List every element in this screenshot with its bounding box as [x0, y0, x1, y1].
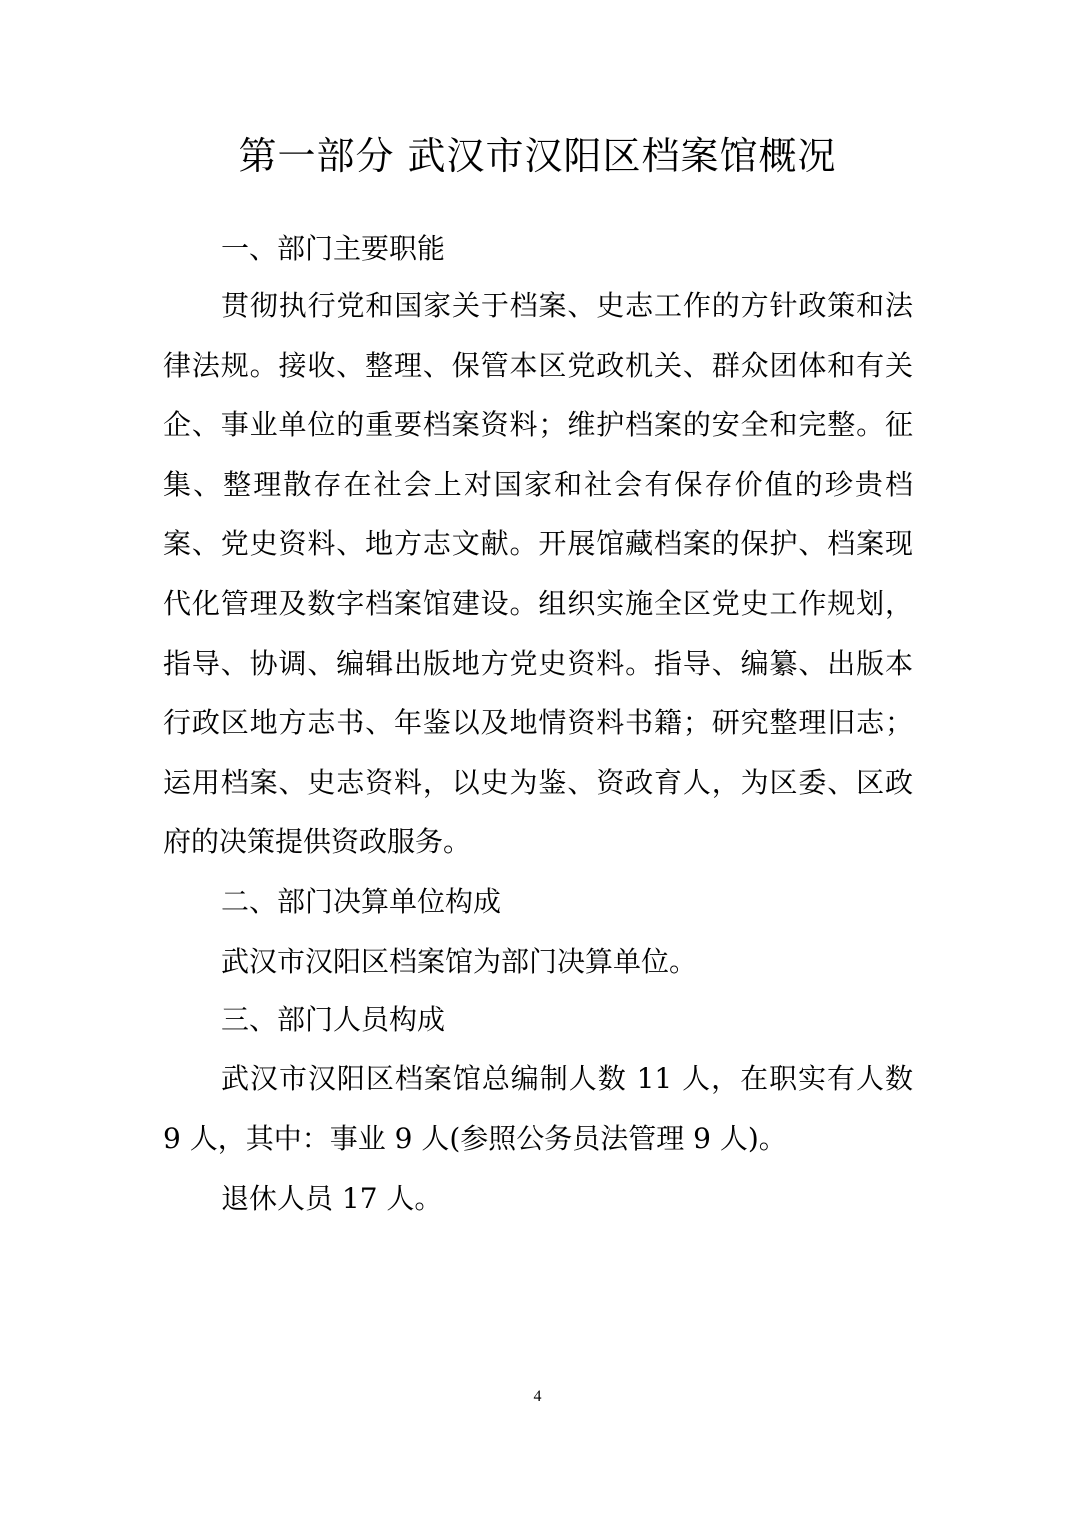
- section-body-retirees: 退休人员 17 人。: [221, 1182, 443, 1215]
- section-heading-functions: 一、部门主要职能: [221, 232, 446, 265]
- page-title: 第一部分 武汉市汉阳区档案馆概况: [238, 134, 837, 178]
- section-heading-staff: 三、部门人员构成: [221, 1003, 446, 1036]
- section-heading-units: 二、部门决算单位构成: [221, 885, 502, 918]
- section-body-units: 武汉市汉阳区档案馆为部门决算单位。: [221, 945, 698, 978]
- page-number: 4: [533, 1388, 542, 1405]
- section-body-functions: 贯彻执行党和国家关于档案、史志工作的方针政策和法律法规。接收、整理、保管本区党政机关、群众团体和有关企、事业单位的重要档案资料；维护档案的安全和完整。征集、整理散存在社会上对国家和社会有保存价值的珍贵档案、党史资料、地方志文献。开展馆藏档案的保护、档案现代化管理及数字档案馆建设。组织实施全区党史工作规划， 指导、协调、编辑出版地方党史资料。指导、编纂、出版本行政区地方志书、年鉴以及地情资料书籍；研究整理旧志；运用档案、史志资料，以史为鉴、资政育人，为区委、区政府的决策提供资政服务。: [163, 289, 913, 859]
- section-body-staff: 武汉市汉阳区档案馆总编制人数 11 人，在职实有人数 9 人，其中：事业 9 人(参照公务员法管理 9 人)。: [163, 1062, 913, 1155]
